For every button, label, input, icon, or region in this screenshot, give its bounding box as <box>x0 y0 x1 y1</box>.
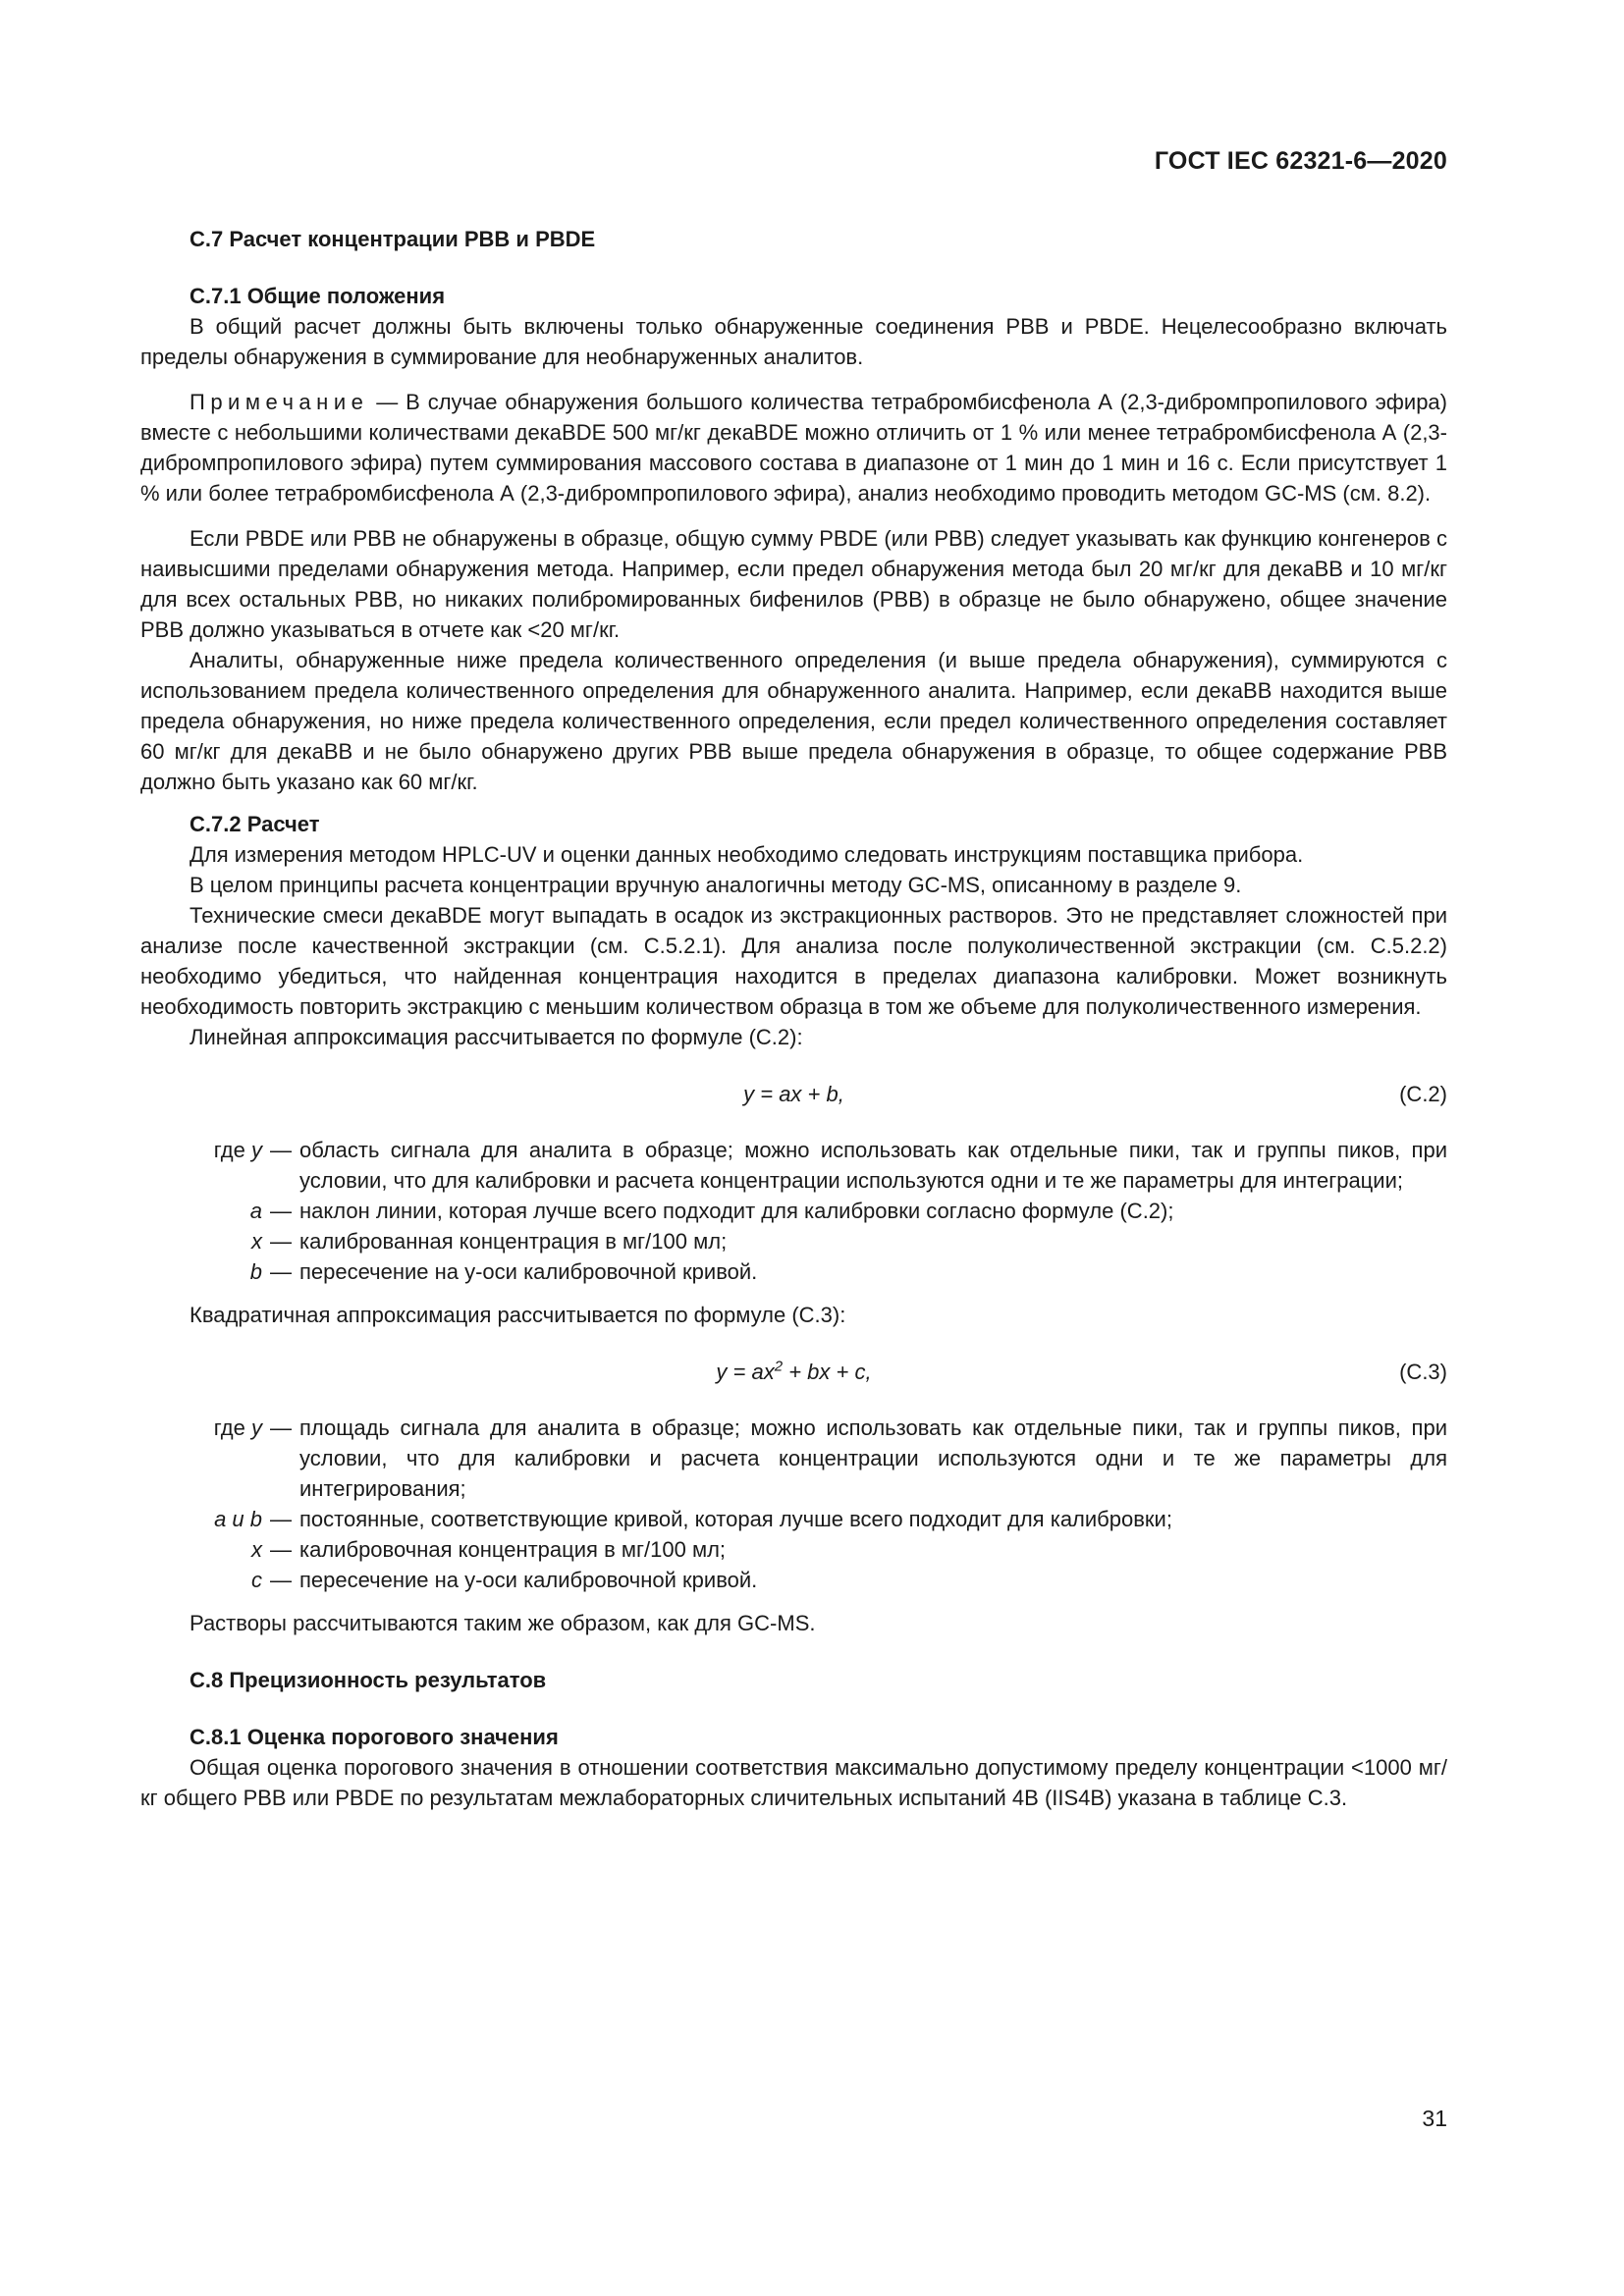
legend-description: калиброванная концентрация в мг/100 мл; <box>299 1229 728 1254</box>
paragraph: Технические смеси декаBDE могут выпадать в осадок из экстракционных растворов. Это не представляет сложностей при анализе после качественной экстракции (см. С.5.2.1). Для анализа после полуколичественной экстракции (см. С.5.2.2) необходимо убедиться, что найденная концентрация находится в пределах диапазона калибровки. Может возникнуть необходимость повторить экстракцию с меньшим количеством образца в том же объеме для полуколичественного измерения. <box>140 903 1447 1019</box>
legend-variable: c <box>251 1568 262 1592</box>
legend-row <box>140 1565 1447 1595</box>
formula-c3 <box>140 1357 1447 1387</box>
legend-dash: — <box>270 1537 292 1562</box>
legend-row <box>140 1196 1447 1226</box>
legend-row <box>140 1504 1447 1534</box>
section-c81-title: С.8.1 Оценка порогового значения <box>189 1725 559 1749</box>
legend-dash: — <box>270 1259 292 1284</box>
legend-row <box>140 1534 1447 1565</box>
formula-expression <box>140 1357 1447 1387</box>
paragraph: Для измерения методом HPLC-UV и оценки данных необходимо следовать инструкциям поставщика прибора. <box>189 842 1304 867</box>
formula-legend-c3 <box>140 1413 1447 1595</box>
legend-row <box>140 1256 1447 1287</box>
note-label: Примечание <box>189 390 369 414</box>
legend-dash: — <box>270 1415 292 1440</box>
legend-prefix: где <box>213 1415 251 1440</box>
legend-symbol <box>140 1226 262 1256</box>
formula-c2 <box>140 1079 1447 1109</box>
note <box>140 387 1447 508</box>
paragraph: В общий расчет должны быть включены только обнаруженные соединения PBB и PBDE. Нецелесообразно включать пределы обнаружения в суммирование для необнаруженных аналитов. <box>140 314 1447 369</box>
legend-symbol <box>140 1135 262 1165</box>
legend-description: калибровочная концентрация в мг/100 мл; <box>299 1537 727 1562</box>
legend-description: область сигнала для аналита в образце; можно использовать как отдельные пики, так и группы пиков, при условии, что для калибровки и расчета концентрации используются одни и те же параметры для интеграции; <box>299 1138 1447 1193</box>
legend-row <box>140 1413 1447 1504</box>
formula-legend-c2 <box>140 1135 1447 1287</box>
legend-dash: — <box>270 1229 292 1254</box>
formula-part: + bx + c, <box>783 1360 872 1384</box>
legend-dash: — <box>270 1568 292 1592</box>
legend-row <box>140 1226 1447 1256</box>
legend-symbol <box>140 1565 262 1595</box>
legend-description: пересечение на y-оси калибровочной кривой. <box>299 1568 758 1592</box>
formula-expression: y = ax + b, <box>743 1082 844 1106</box>
legend-dash: — <box>270 1138 292 1162</box>
paragraph: Растворы рассчитываются таким же образом, как для GC-MS. <box>189 1611 816 1635</box>
legend-dash: — <box>270 1199 292 1223</box>
legend-prefix: где <box>213 1138 251 1162</box>
legend-description: постоянные, соответствующие кривой, которая лучше всего подходит для калибровки; <box>299 1507 1172 1531</box>
formula-number: (С.2) <box>1399 1082 1447 1106</box>
legend-symbol <box>140 1256 262 1287</box>
legend-symbol <box>140 1196 262 1226</box>
legend-variable: b <box>249 1259 262 1284</box>
section-c72-title: С.7.2 Расчет <box>189 812 320 836</box>
formula-number: (С.3) <box>1399 1360 1447 1384</box>
legend-variable: y <box>251 1138 262 1162</box>
formula-exponent: 2 <box>774 1358 784 1375</box>
legend-description: площадь сигнала для аналита в образце; можно использовать как отдельные пики, так и группы пиков, при условии, что для калибровки и расчета концентрации используются одни и те же параметры для интегрирования; <box>299 1415 1447 1501</box>
legend-symbol <box>140 1534 262 1565</box>
paragraph: Аналиты, обнаруженные ниже предела количественного определения (и выше предела обнаружения), суммируются с использованием предела количественного определения для обнаруженного аналита. Например, если декаBB находится выше предела обнаружения, но ниже предела количественного определения, если предел количественного определения составляет 60 мг/кг для декаBB и не было обнаружено других PBB выше предела обнаружения в образце, то общее содержание PBB должно быть указано как 60 мг/кг. <box>140 648 1447 794</box>
paragraph: В целом принципы расчета концентрации вручную аналогичны методу GC-MS, описанному в разделе 9. <box>189 873 1242 897</box>
legend-row <box>140 1135 1447 1196</box>
legend-dash: — <box>270 1507 292 1531</box>
legend-description: пересечение на y-оси калибровочной кривой. <box>299 1259 758 1284</box>
legend-symbol <box>140 1504 262 1534</box>
paragraph: Общая оценка порогового значения в отношении соответствия максимально допустимому пределу концентрации <1000 мг/кг общего PBB или PBDE по результатам межлабораторных сличительных испытаний 4B (IIS4B) указана в таблице С.3. <box>140 1755 1447 1810</box>
legend-variable: a и b <box>214 1507 262 1531</box>
legend-variable: x <box>251 1537 262 1562</box>
document-id: ГОСТ IEC 62321-6—2020 <box>1154 147 1447 175</box>
legend-variable: y <box>251 1415 262 1440</box>
page-number: 31 <box>1422 2106 1447 2131</box>
formula-part: y = ax <box>716 1360 775 1384</box>
paragraph: Квадратичная аппроксимация рассчитывается по формуле (С.3): <box>189 1303 846 1327</box>
section-c71-title: С.7.1 Общие положения <box>189 284 446 308</box>
section-c8-title: С.8 Прецизионность результатов <box>189 1668 547 1692</box>
legend-symbol <box>140 1413 262 1443</box>
paragraph: Линейная аппроксимация рассчитывается по формуле (С.2): <box>189 1025 803 1049</box>
page-content <box>140 224 1447 1813</box>
note-text: — В случае обнаружения большого количества тетрабромбисфенола А (2,3-дибромпропилового эфира) вместе с небольшими количествами декаBDE 500 мг/кг декаBDE можно отличить от 1 % или менее тетрабромбисфенола А (2,3-дибромпропилового эфира) путем суммирования массового состава в диапазоне от 1 мин до 1 мин и 16 с. Если присутствует 1 % или более тетрабромбисфенола А (2,3-дибромпропилового эфира), анализ необходимо проводить методом GC-MS (см. 8.2). <box>140 390 1447 506</box>
paragraph: Если PBDE или PBB не обнаружены в образце, общую сумму PBDE (или PBB) следует указывать как функцию конгенеров с наивысшими пределами обнаружения метода. Например, если предел обнаружения метода был 20 мг/кг для декаBB и 10 мг/кг для всех остальных PBB, но никаких полибромированных бифенилов (PBB) в образце не было обнаружено, общее значение PBB должно указываться в отчете как <20 мг/кг. <box>140 526 1447 642</box>
section-c7-title: С.7 Расчет концентрации PBB и PBDE <box>189 227 596 251</box>
legend-variable: a <box>249 1199 262 1223</box>
legend-description: наклон линии, которая лучше всего подходит для калибровки согласно формуле (С.2); <box>299 1199 1174 1223</box>
legend-variable: x <box>251 1229 262 1254</box>
